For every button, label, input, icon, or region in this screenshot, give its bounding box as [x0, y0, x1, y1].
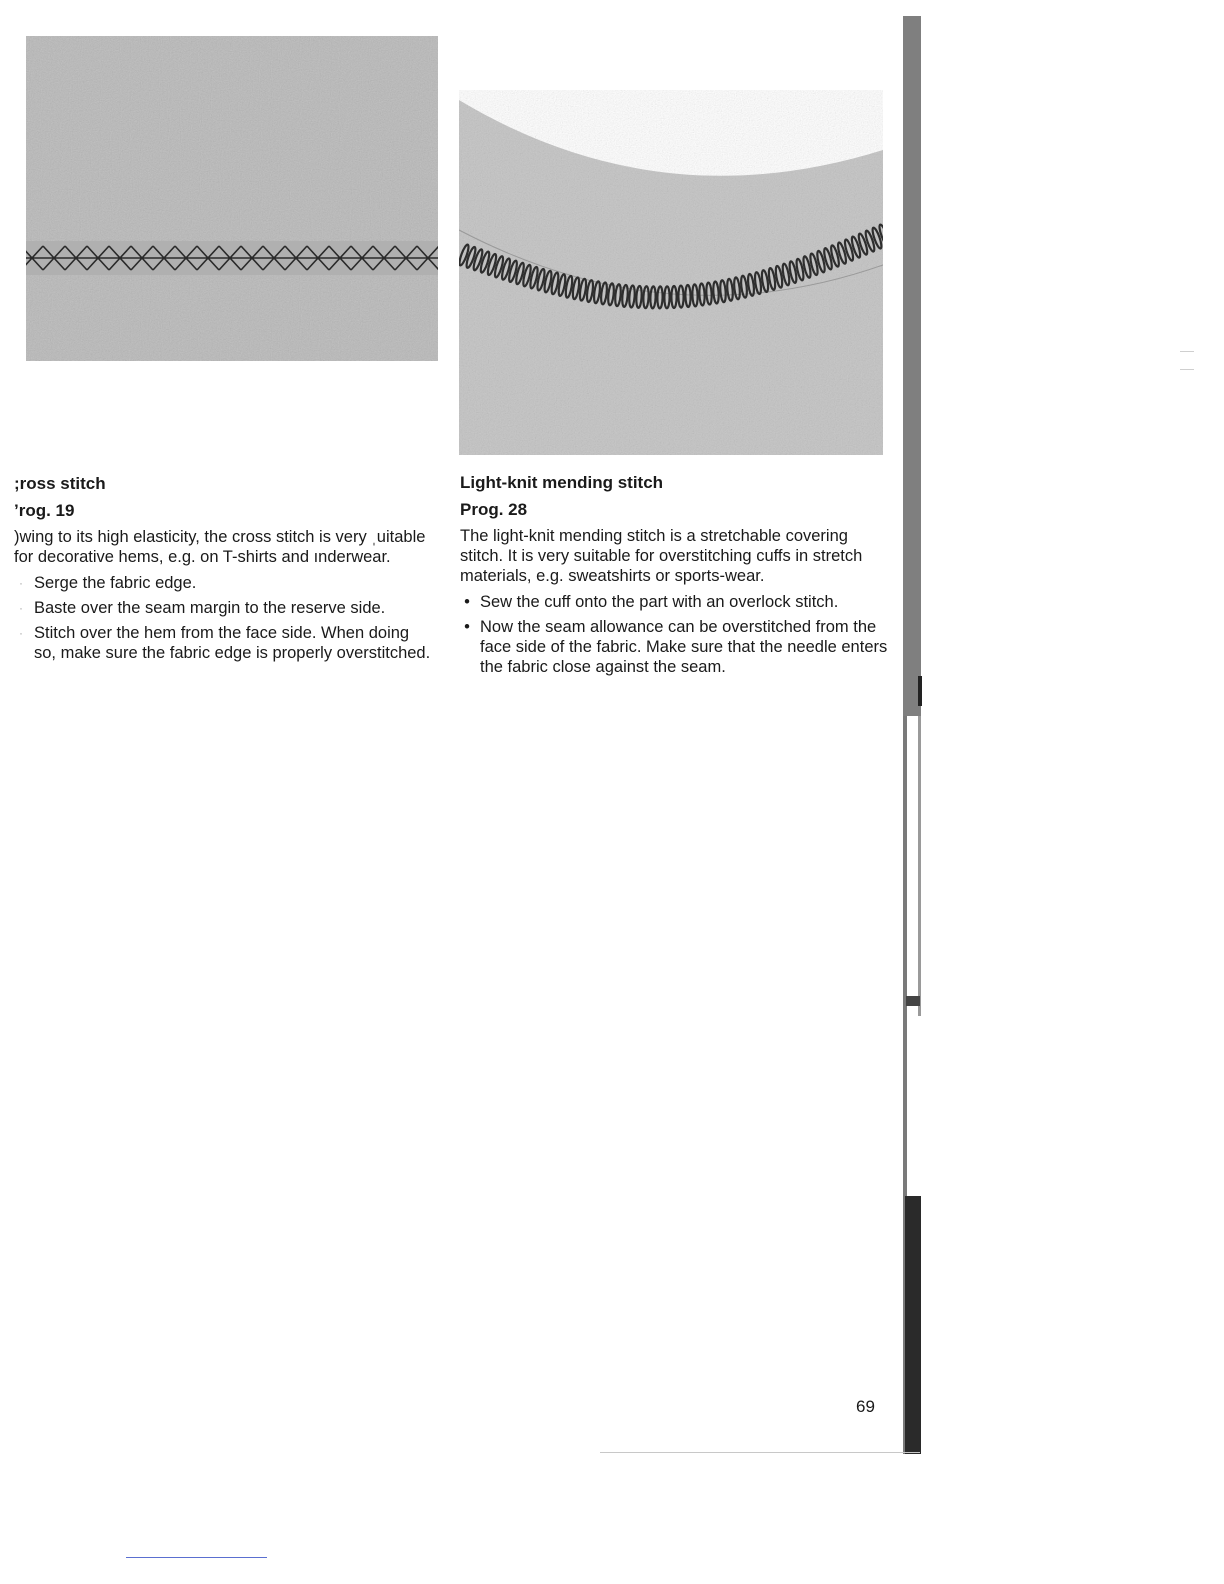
list-item: • Sew the cuff onto the part with an overlock stitch.: [460, 592, 890, 612]
list-item: · Baste over the seam margin to the reserve side.: [14, 598, 434, 618]
page-edge-bar: [903, 16, 923, 1454]
intro-paragraph: )wing to its high elasticity, the cross stitch is very ˌuitable for decorative hems, e.g. on T-shirts and ınderwear.: [14, 528, 426, 566]
bullet-icon: ·: [19, 601, 23, 615]
mending-stitch-section: [460, 473, 890, 682]
cross-stitch-photo: [26, 36, 438, 361]
program-number: ’rog. 19: [14, 501, 75, 520]
bullet-icon: ·: [19, 626, 23, 640]
footer-link-rule: [126, 1557, 267, 1558]
intro-paragraph: The light-knit mending stitch is a stretchable covering stitch. It is very suitable for overstitching cuffs in stretch materials, e.g. sweatshirts or sports-wear.: [460, 527, 863, 585]
mending-stitch-photo: [459, 90, 883, 455]
cross-stitch-section: [14, 474, 434, 668]
bullet-icon: •: [464, 593, 470, 611]
list-item: • Now the seam allowance can be overstitched from the face side of the fabric. Make sure that the needle enters the fabric close against the seam.: [460, 617, 890, 677]
program-number: Prog. 28: [460, 500, 528, 519]
step-list: [14, 573, 434, 663]
scan-speck: [1180, 369, 1194, 370]
scan-speck: [1180, 351, 1194, 352]
step-list: [460, 592, 890, 677]
bullet-icon: •: [464, 618, 470, 636]
list-item: · Stitch over the hem from the face side. When doing so, make sure the fabric edge is properly overstitched.: [14, 623, 434, 663]
bottom-divider: [600, 1452, 920, 1453]
list-item: · Serge the fabric edge.: [14, 573, 434, 593]
page-number: 69: [856, 1397, 875, 1416]
section-title: ;ross stitch: [14, 474, 106, 493]
bullet-icon: ·: [19, 576, 23, 590]
section-title: Light-knit mending stitch: [460, 473, 664, 492]
